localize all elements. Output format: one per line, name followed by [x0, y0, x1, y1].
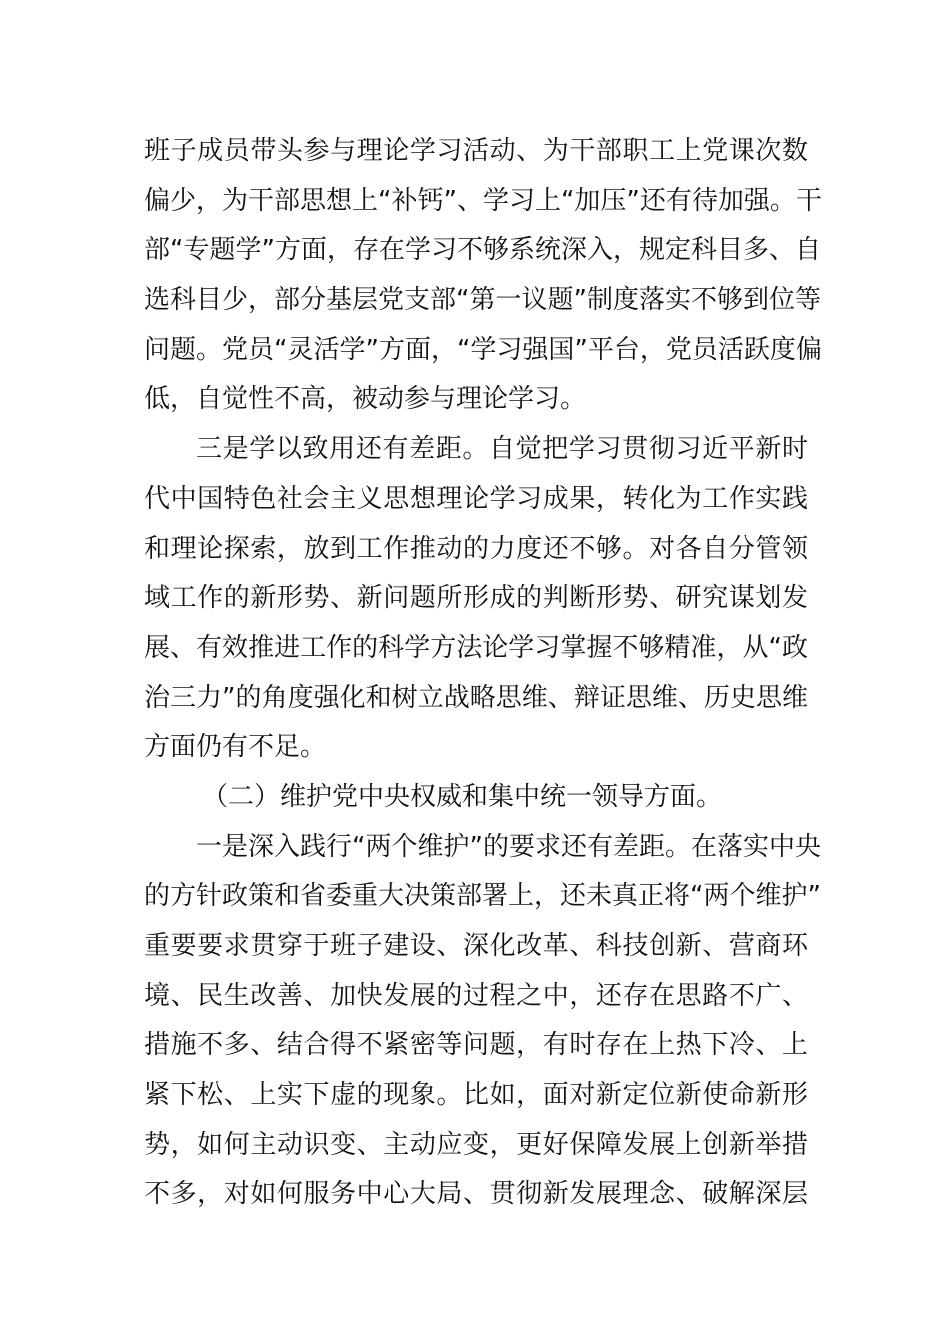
- text-line: 问题。党员“灵活学”方面，“学习强国”平台，党员活跃度偏: [144, 334, 822, 365]
- text-line: 势，如何主动识变、主动应变，更好保障发展上创新举措: [144, 1129, 808, 1160]
- text-line: 措施不多、结合得不紧密等问题，有时存在上热下冷、上: [144, 1030, 808, 1061]
- text-line: 治三力”的角度强化和树立战略思维、辩证思维、历史思维: [144, 682, 808, 713]
- text-line: 低，自觉性不高，被动参与理论学习。: [144, 384, 587, 415]
- text-line: 域工作的新形势、新问题所形成的判断形势、研究谋划发: [144, 583, 808, 614]
- text-line: 展、有效推进工作的科学方法论学习掌握不够精准，从“政: [144, 632, 808, 663]
- text-line: 班子成员带头参与理论学习活动、为干部职工上党课次数: [144, 136, 808, 166]
- text-line: 偏少，为干部思想上“补钙”、学习上“加压”还有待加强。干: [144, 185, 822, 216]
- text-line: 和理论探索，放到工作推动的力度还不够。对各自分管领: [144, 533, 808, 564]
- text-line: 方面仍有不足。: [144, 732, 327, 763]
- text-line: 境、民生改善、加快发展的过程之中，还存在思路不广、: [144, 980, 808, 1011]
- section-heading: （二）维护党中央权威和集中统一领导方面。: [202, 781, 723, 812]
- text-line: 不多，对如何服务中心大局、贯彻新发展理念、破解深层: [144, 1179, 808, 1210]
- paragraph-first-line: 一是深入践行“两个维护”的要求还有差距。在落实中央: [196, 831, 821, 862]
- text-line: 部“专题学”方面，存在学习不够系统深入，规定科目多、自: [144, 235, 821, 266]
- text-line: 的方针政策和省委重大决策部署上，还未真正将“两个维护”: [144, 881, 821, 912]
- text-line: 选科目少，部分基层党支部“第一议题”制度落实不够到位等: [144, 285, 821, 316]
- paragraph-first-line: 三是学以致用还有差距。自觉把学习贯彻习近平新时: [196, 434, 808, 465]
- text-line: 紧下松、上实下虚的现象。比如，面对新定位新使命新形: [144, 1080, 808, 1111]
- text-line: 重要要求贯穿于班子建设、深化改革、科技创新、营商环: [144, 931, 808, 961]
- body-text: [144, 127, 822, 1220]
- text-line: 代中国特色社会主义思想理论学习成果，转化为工作实践: [144, 483, 808, 514]
